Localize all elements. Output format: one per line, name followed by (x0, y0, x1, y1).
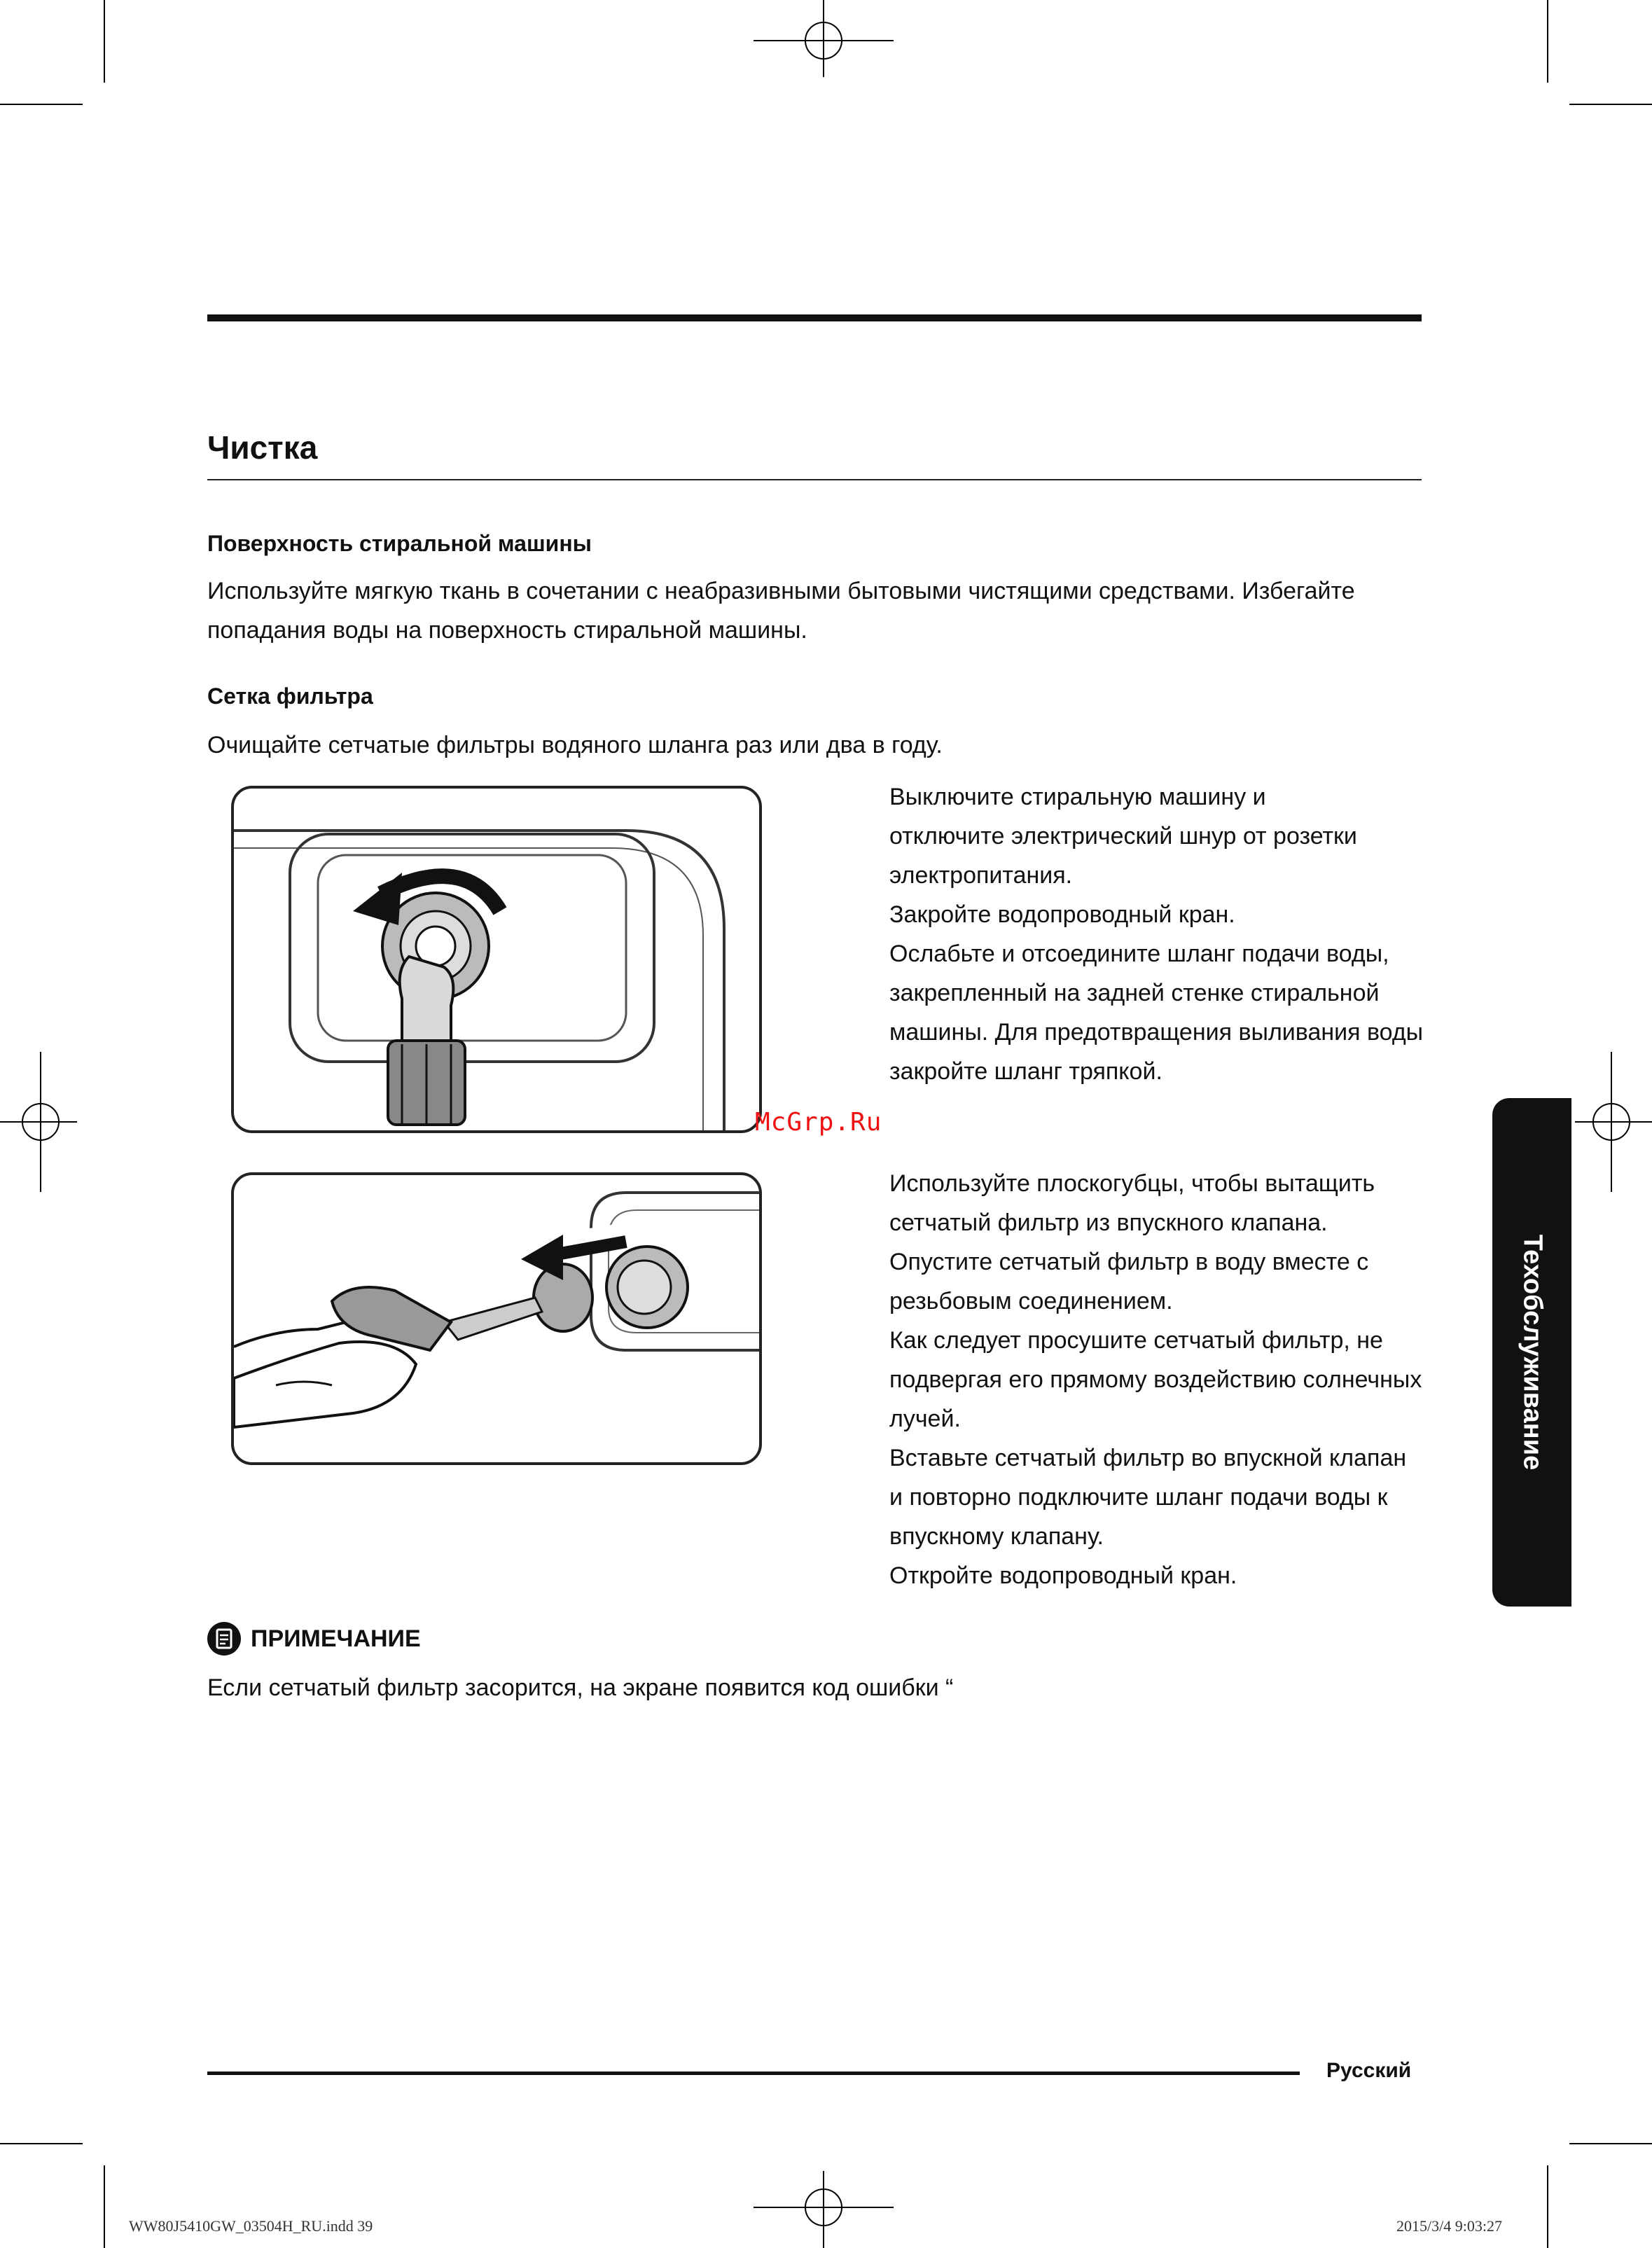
surface-text: Используйте мягкую ткань в сочетании с неабразивными бытовыми чистящими средствами. Избегайте попадания воды на поверхность стиральной машины. (207, 578, 1355, 644)
instruction-line: Откройте водопроводный кран. (889, 1562, 1237, 1589)
note-label: ПРИМЕЧАНИЕ (251, 1625, 421, 1652)
title-underline (207, 479, 1422, 480)
pliers-illustration (234, 1175, 759, 1462)
figure-hose-disconnect (231, 786, 762, 1133)
instructions-block-2 (889, 1164, 1464, 1595)
note-header (207, 1622, 421, 1656)
crop-mark (1569, 104, 1652, 105)
instruction-line: лучей. (889, 1406, 961, 1432)
instruction-line: Вставьте сетчатый фильтр во впускной клапан (889, 1445, 1407, 1471)
registration-mark-bottom (747, 2164, 901, 2248)
registration-mark-right (1568, 1045, 1652, 1199)
section-tab-label: Техобслуживание (1518, 1234, 1547, 1471)
instructions-block-1 (889, 777, 1450, 1091)
surface-heading: Поверхность стиральной машины (207, 531, 592, 556)
note-text: Если сетчатый фильтр засорится, на экране появится код ошибки “ (207, 1674, 954, 1701)
crop-mark (104, 2165, 105, 2248)
crop-mark (1547, 2165, 1548, 2248)
section-tab (1492, 1098, 1571, 1607)
instruction-line: машины. Для предотвращения выливания воды (889, 1019, 1424, 1046)
instruction-line: Как следует просушите сетчатый фильтр, не (889, 1327, 1383, 1354)
top-rule (207, 314, 1422, 321)
figure-pliers-filter (231, 1172, 762, 1465)
instruction-line: Выключите стиральную машину и (889, 784, 1266, 810)
crop-mark (0, 2143, 83, 2144)
footer-rule (207, 2072, 1300, 2075)
crop-mark (1569, 2143, 1652, 2144)
filter-intro: Очищайте сетчатые фильтры водяного шланга раз или два в году. (207, 732, 943, 758)
instruction-line: закройте шланг тряпкой. (889, 1058, 1162, 1085)
filter-heading: Сетка фильтра (207, 684, 373, 709)
registration-mark-left (0, 1045, 84, 1199)
instruction-line: Закройте водопроводный кран. (889, 901, 1235, 928)
crop-mark (0, 104, 83, 105)
instruction-line: закрепленный на задней стенке стиральной (889, 980, 1380, 1006)
print-file-info: WW80J5410GW_03504H_RU.indd 39 (129, 2217, 373, 2235)
instruction-line: и повторно подключите шланг подачи воды к (889, 1484, 1388, 1511)
instruction-line: Используйте плоскогубцы, чтобы вытащить (889, 1170, 1375, 1197)
instruction-line: электропитания. (889, 862, 1073, 889)
crop-mark (1547, 0, 1548, 83)
instruction-line: Опустите сетчатый фильтр в воду вместе с (889, 1249, 1369, 1275)
watermark: McGrp.Ru (755, 1108, 882, 1137)
crop-mark (104, 0, 105, 83)
print-date-info: 2015/3/4 9:03:27 (1396, 2217, 1502, 2235)
instruction-line: сетчатый фильтр из впускного клапана. (889, 1209, 1328, 1236)
instruction-line: подвергая его прямому воздействию солнечных (889, 1366, 1422, 1393)
instruction-line: впускному клапану. (889, 1523, 1104, 1550)
instruction-line: Ослабьте и отсоедините шланг подачи воды, (889, 941, 1389, 967)
hose-illustration (234, 789, 759, 1130)
page-title: Чистка (207, 429, 318, 466)
registration-mark-top (747, 0, 901, 84)
footer-language: Русский (1326, 2059, 1412, 2082)
note-icon (207, 1622, 241, 1656)
instruction-line: резьбовым соединением. (889, 1288, 1173, 1314)
instruction-line: отключите электрический шнур от розетки (889, 823, 1357, 849)
